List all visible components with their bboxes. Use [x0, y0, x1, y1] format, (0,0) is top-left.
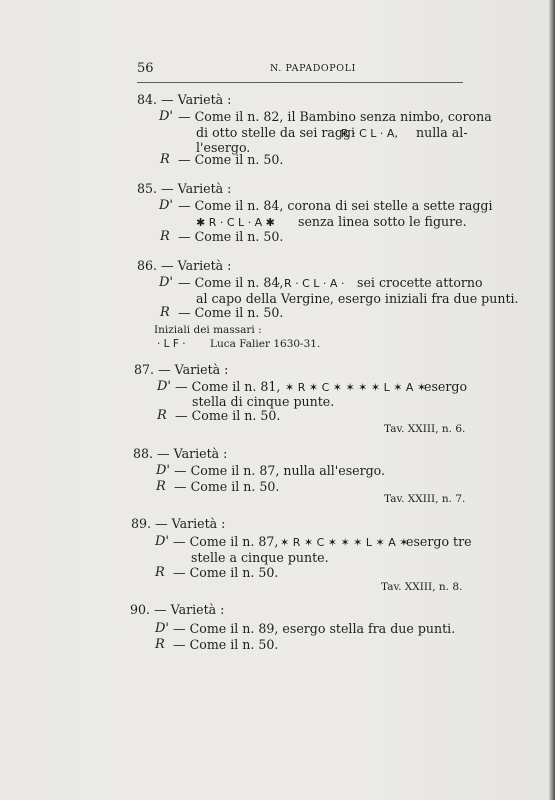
- obverse-line: — Come il n. 81,: [175, 379, 281, 394]
- entry-heading: 87. — Varietà :: [134, 362, 229, 377]
- obverse-line: sei crocette attorno: [357, 275, 483, 290]
- note-legend: · L F ·: [157, 338, 186, 350]
- obverse-line: nulla al-: [416, 125, 468, 140]
- coin-legend: ✶ R ✶ C ✶ ✶ ✶ ✶ L ✶ A ✶: [285, 381, 427, 394]
- entry-heading: 88. — Varietà :: [133, 446, 228, 461]
- obverse-line: esergo: [424, 379, 468, 394]
- obverse-line: stella di cinque punte.: [192, 394, 335, 409]
- reverse-line: — Come il n. 50.: [173, 637, 279, 652]
- coin-legend: ✶ R ✶ C ✶ ✶ ✶ L ✶ A ✶: [280, 536, 409, 549]
- entry-heading: 89. — Varietà :: [131, 516, 226, 531]
- reverse-symbol: R: [155, 565, 165, 580]
- entry-heading: 86. — Varietà :: [137, 258, 232, 273]
- obverse-line: l'esergo.: [196, 140, 251, 155]
- obverse-symbol: D': [159, 109, 173, 124]
- obverse-symbol: D': [155, 534, 169, 549]
- reverse-symbol: R: [157, 408, 167, 423]
- obverse-symbol: D': [159, 198, 173, 213]
- reverse-line: — Come il n. 50.: [173, 565, 279, 580]
- reverse-line: — Come il n. 50.: [175, 408, 281, 423]
- reverse-symbol: R: [160, 152, 170, 167]
- entry-heading: 84. — Varietà :: [137, 92, 232, 107]
- running-head: N. PAPADOPOLI: [270, 63, 356, 74]
- coin-legend: R · C L · A,: [341, 127, 398, 140]
- reverse-symbol: R: [160, 305, 170, 320]
- header-rule: [137, 82, 463, 83]
- reverse-symbol: R: [156, 479, 166, 494]
- reverse-line: — Come il n. 50.: [178, 305, 284, 320]
- entry-heading: 90. — Varietà :: [130, 602, 225, 617]
- page-header: [137, 61, 463, 83]
- entry-heading: 85. — Varietà :: [137, 181, 232, 196]
- obverse-symbol: D': [155, 621, 169, 636]
- page-edge: [549, 0, 555, 800]
- reverse-symbol: R: [155, 637, 165, 652]
- obverse-line: di otto stelle da sei raggi: [196, 125, 356, 140]
- reverse-line: — Come il n. 50.: [178, 152, 284, 167]
- obverse-line: — Come il n. 89, esergo stella fra due punti.: [173, 621, 456, 636]
- page-number: 56: [137, 61, 154, 76]
- obverse-line: — Come il n. 87, nulla all'esergo.: [174, 463, 386, 478]
- obverse-line: senza linea sotto le figure.: [298, 214, 467, 229]
- reverse-line: — Come il n. 50.: [174, 479, 280, 494]
- obverse-symbol: D': [157, 379, 171, 394]
- obverse-line: al capo della Vergine, esergo iniziali fra due punti.: [196, 291, 519, 306]
- obverse-line: stelle a cinque punte.: [191, 550, 329, 565]
- obverse-symbol: D': [159, 275, 173, 290]
- plate-reference: Tav. XXIII, n. 7.: [384, 493, 466, 505]
- coin-legend: · R · C L · A ·: [277, 277, 345, 290]
- plate-reference: Tav. XXIII, n. 6.: [384, 423, 466, 435]
- reverse-symbol: R: [160, 229, 170, 244]
- reverse-line: — Come il n. 50.: [178, 229, 284, 244]
- note-text: Luca Falier 1630-31.: [210, 338, 321, 350]
- coin-legend: ✱ R · C L · A ✱: [196, 216, 275, 229]
- obverse-symbol: D': [156, 463, 170, 478]
- obverse-line: — Come il n. 84, corona di sei stelle a sette raggi: [178, 198, 493, 213]
- obverse-line: esergo tre: [406, 534, 472, 549]
- obverse-line: — Come il n. 87,: [173, 534, 279, 549]
- obverse-line: — Come il n. 82, il Bambino senza nimbo, corona: [178, 109, 492, 124]
- plate-reference: Tav. XXIII, n. 8.: [381, 581, 463, 593]
- obverse-line: — Come il n. 84,: [178, 275, 284, 290]
- note-title: Iniziali dei massari :: [154, 324, 262, 336]
